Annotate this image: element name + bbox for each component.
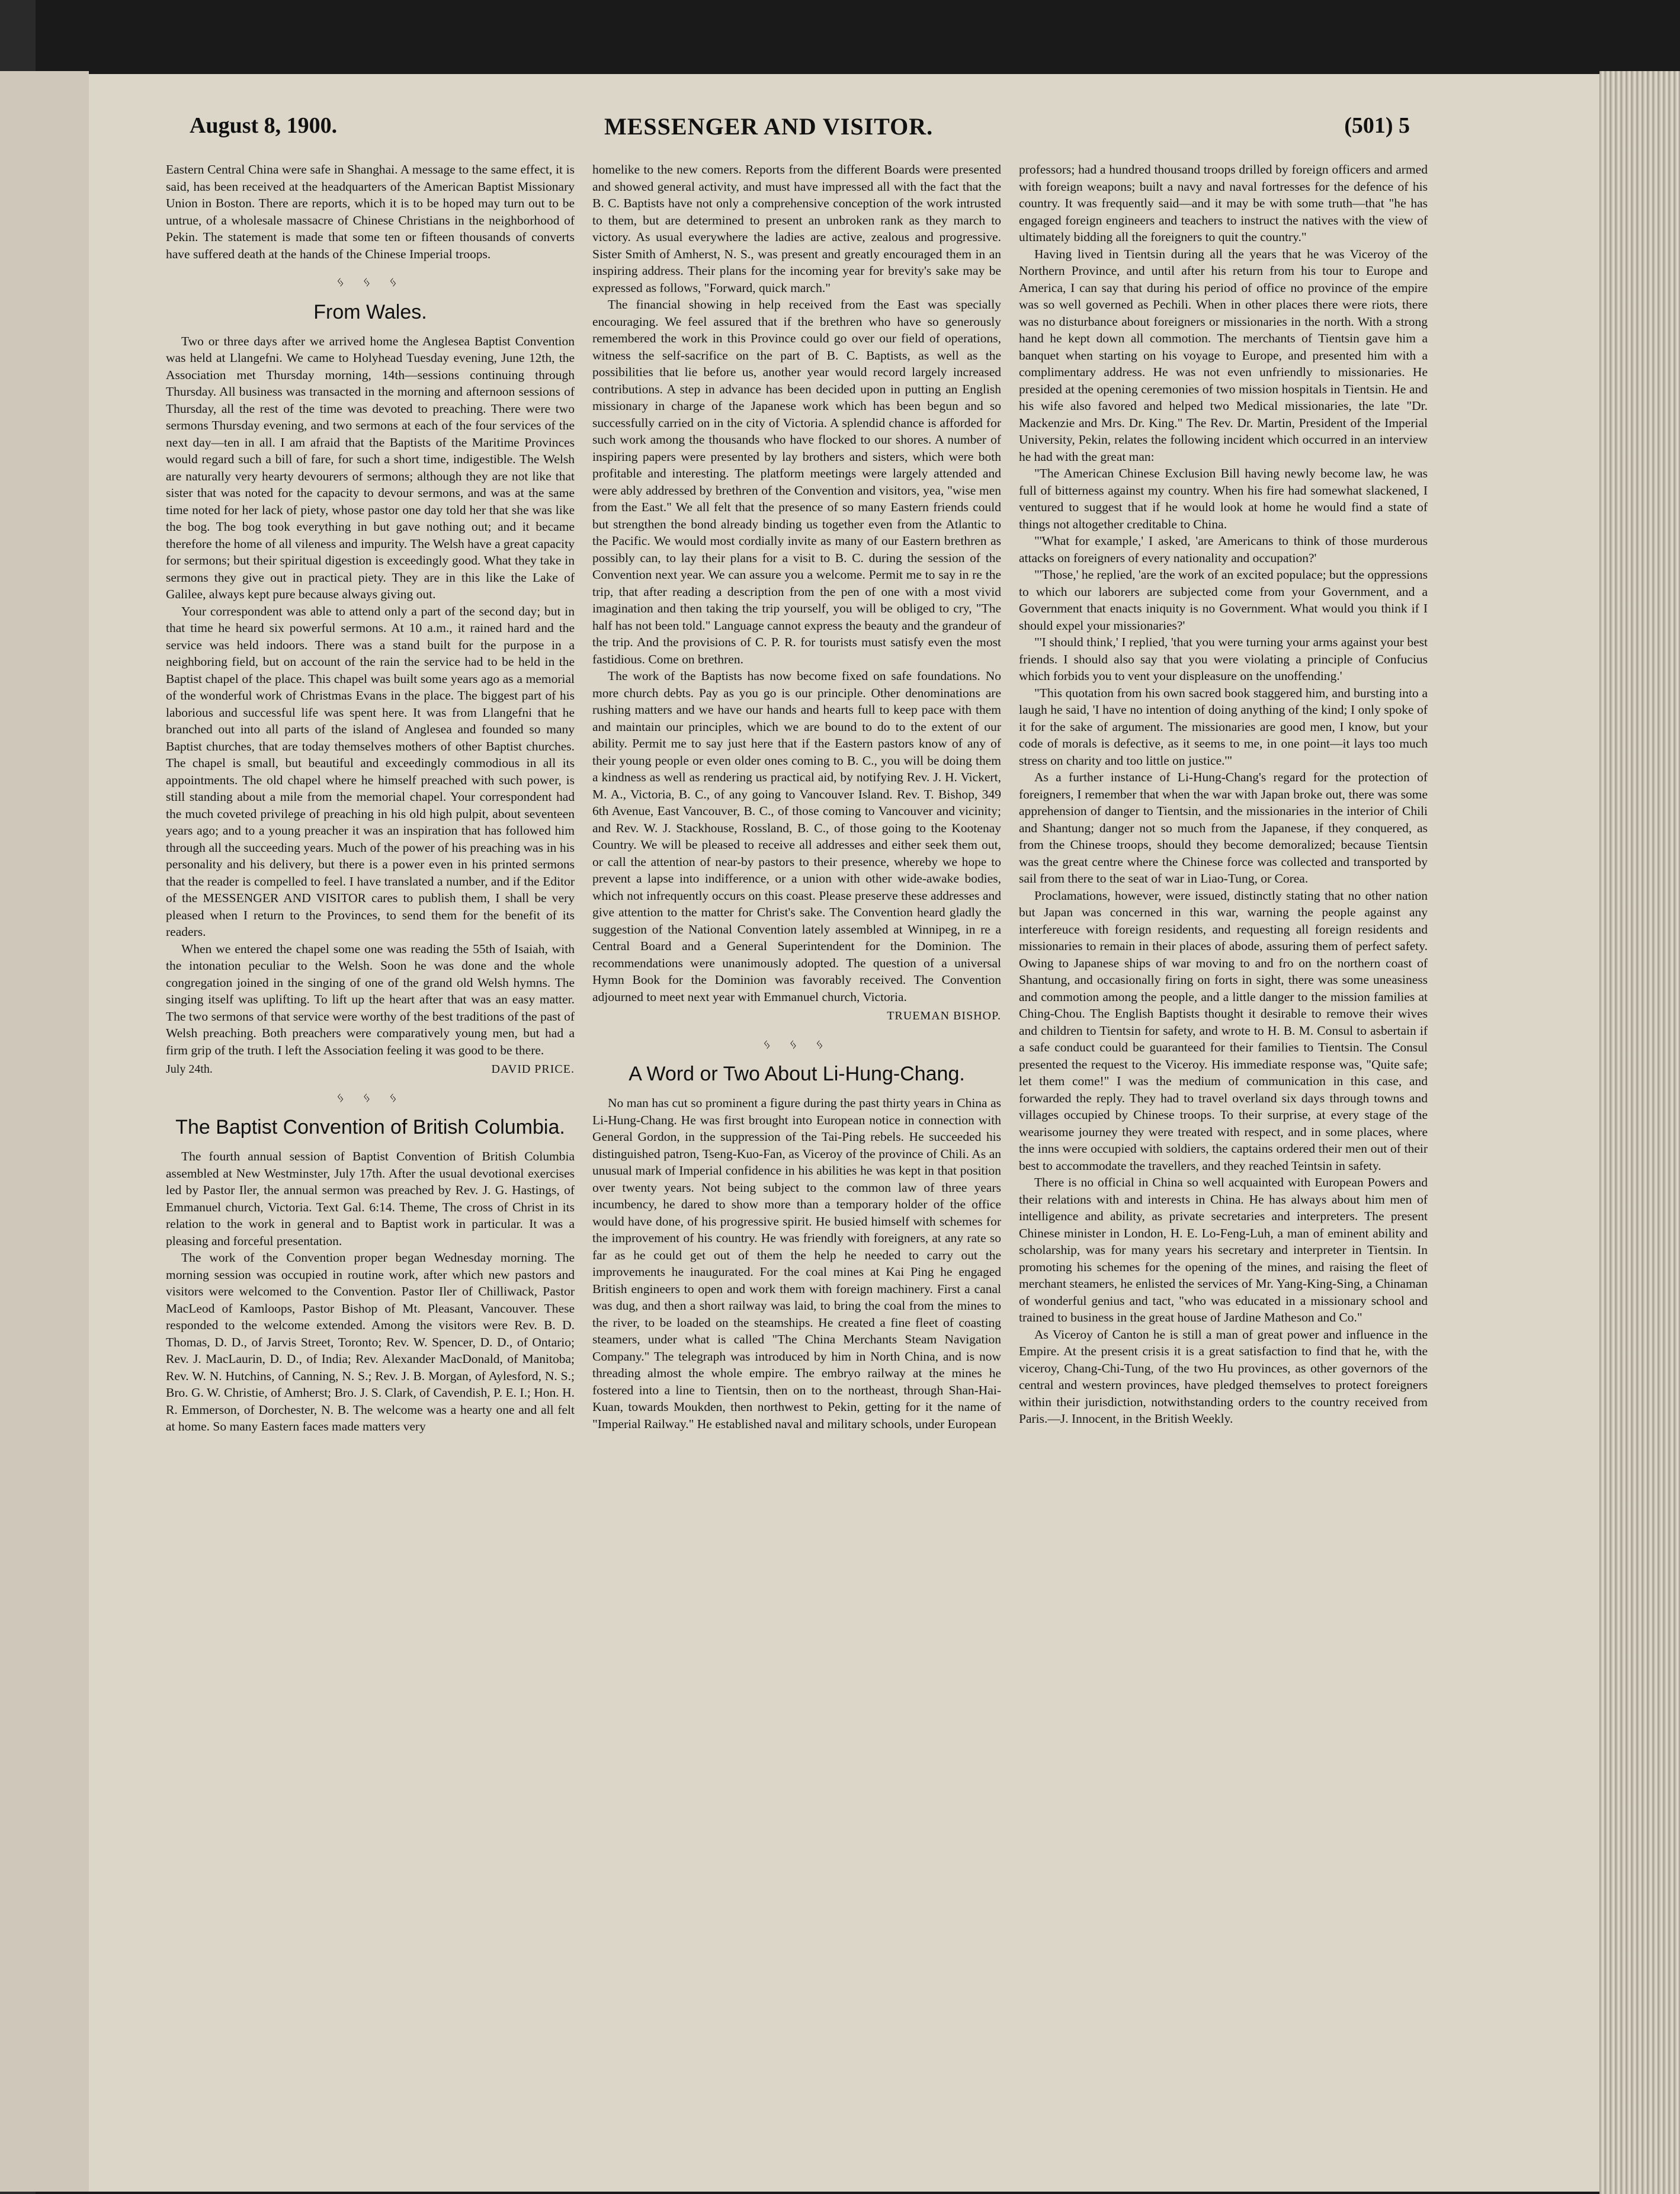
article-continuation: Eastern Central China were safe in Shanghai. A message to the same effect, it is said, has been received at the headquarters of the American Baptist Missionary Union in Boston. There are reports, which it is to be hoped may turn out to be untrue, of a wholesale massacre of Chinese Christians in the neighborhood of Pekin. The statement is made that some ten or fifteen thousands of converts have suffered death at the hands of the Chinese Imperial troops. bbox=[166, 162, 575, 261]
paragraph: "This quotation from his own sacred book staggered him, and bursting into a laugh he said, 'I have no intention of doing anything of the kind; I only spoke of it for the sake of argument. The missionaries are good men, I know, but your code of morals is defective, as it seems to me, in one point—it lays too much stress on charity and too little on justice.'" bbox=[1019, 685, 1428, 768]
paragraph: professors; had a hundred thousand troops drilled by foreign officers and armed with foreign weapons; built a navy and naval fortresses for the defence of his country. It was frequently said—and it may be with some truth—that "he has engaged foreign engineers and teachers to instruct the natives with the view of ultimately bidding all the foreigners to quit the country." bbox=[1019, 162, 1428, 244]
section-separator: ᛃ ᛃ ᛃ bbox=[336, 1090, 405, 1106]
facing-page-edge bbox=[0, 71, 89, 2192]
column-2 bbox=[592, 161, 1001, 2134]
section-separator: ᛃ ᛃ ᛃ bbox=[762, 1037, 831, 1053]
author-signature: TRUEMAN BISHOP. bbox=[887, 1009, 1001, 1022]
paragraph: The work of the Baptists has now become fixed on safe foundations. No more church debts. Pay as you go is our principle. Other denominations are rushing matters and we have our hands and hearts full to keep pace with them and maintain our principles, which we are bound to do to the extent of our ability. Permit me to say just here that if the Eastern pastors know of any of their young people or even older ones coming to B. C., you will be doing them a kindness as well as rendering us practical aid, by notifying Rev. J. H. Vickert, M. A., Victoria, B. C., of any going to Vancouver Island. Rev. T. Bishop, 349 6th Avenue, East Vancouver, B. C., of those coming to Vancouver and vicinity; and Rev. W. J. Stackhouse, Rossland, B. C., of those going to the Kootenay Country. We will be pleased to receive all addresses and either seek them out, or call the attention of near-by pastors to their presence, whereby we hope to prevent a lapse into indifference, or a union with other wide-awake bodies, which not infrequently occurs on this coast. Please preserve these addresses and give attention to the matter for Christ's sake. The Convention heard gladly the suggestion of the National Convention lately assembled at Winnipeg, in re a Central Board and a General Superintendent for the Dominion. The recommendations were unanimously adopted. The question of a universal Hymn Book for the Dominion was favorably received. The Convention adjourned to meet next year with Emmanuel church, Victoria. bbox=[592, 669, 1001, 1004]
paragraph: Having lived in Tientsin during all the years that he was Viceroy of the Northern Province, and until after his return from his tour to Europe and America, I can say that during his period of office no province of the empire was so well governed as Pechili. When in other places there were riots, there was no disturbance about foreigners or missionaries in the north. With a strong hand he kept down all commotion. The merchants of Tientsin gave him a banquet when starting on his voyage to Europe, and presented him with a complimentary address. He was not even unfriendly to missionaries. He presided at the opening ceremonies of two mission hospitals in Tientsin. He and his wife also favored and helped two Medical missionaries, the late "Dr. Mackenzie and Mrs. Dr. King." The Rev. Dr. Martin, President of the Imperial University, Pekin, relates the following incident which occurred in an interview he had with the great man: bbox=[1019, 246, 1428, 464]
paragraph: No man has cut so prominent a figure during the past thirty years in China as Li-Hung-Chang. He was first brought into European notice in connection with General Gordon, in the suppression of the Tai-Ping rebels. He succeeded his distinguished patron, Tseng-Kuo-Fan, as Viceroy of the province of Chili. As an unusual mark of Imperial confidence in his abilities he was kept in that position over twenty years. Not being subject to the common law of three years incumbency, he dared to show more than a temporary holder of the office would have done, of his progressive spirit. He busied himself with schemes for the improvement of his country. He was friendly with foreigners, at any rate so far as he could get out of them the help he needed to carry out the improvements he inaugurated. For the coal mines at Kai Ping he engaged British engineers to open and work them with foreign machinery. First a canal was dug, and then a short railway was laid, to bring the coal from the mines to the river, to be loaded on the steamships. He created a fine fleet of coasting steamers, under what is called "The China Merchants Steam Navigation Company." The telegraph was introduced by him in North China, and is now threading almost the whole empire. The embryo railway at the mines he fostered into a line to Tientsin, then on to the northeast, through Shan-Hai-Kuan, towards Moukden, then northwest to Pekin, getting for it the name of "Imperial Railway." He established naval and military schools, under European bbox=[592, 1096, 1001, 1431]
column-1 bbox=[166, 161, 575, 2134]
paragraph: Two or three days after we arrived home the Anglesea Baptist Convention was held at Llangefni. We came to Holyhead Tuesday evening, June 12th, the Association met Thursday morning, 14th—sessions continuing through Thursday. All business was transacted in the morning and afternoon sessions of Thursday, all the rest of the time was devoted to preaching. There were two sermons Thursday evening, and two sermons at each of the four services of the next day—ten in all. I am afraid that the Baptists of the Maritime Provinces would regard such a bill of fare, for such a short time, indigestible. The Welsh are naturally very hearty devourers of sermons; although they are not like that sister that was noted for the capacity to devour sermons, and was at the same time noted for her lack of piety, whose pastor one day told her that she was like the bog. The bog took everything in but gave nothing out; and it became therefore the home of all vileness and impurity. The Welsh have a great capacity for sermons; but their spiritual digestion is exceedingly good. What they take in sermons they give out in practical piety. They are in this like the Lake of Galilee, always kept pure because always giving out. bbox=[166, 333, 575, 601]
paragraph: "'I should think,' I replied, 'that you were turning your arms against your best friends. I should also say that you were violating a principle of Confucius which forbids you to vent your displeasure on the unoffending.' bbox=[1019, 635, 1428, 683]
paragraph: "The American Chinese Exclusion Bill having newly become law, he was full of bitterness against my country. When his fire had somewhat slackened, I ventured to suggest that if he would look at home he would find a state of things not altogether creditable to China. bbox=[1019, 466, 1428, 531]
paragraph: homelike to the new comers. Reports from the different Boards were presented and showed general activity, and must have impressed all with the fact that the B. C. Baptists have not only a comprehensive conception of the work intrusted to them, but are determined to present an unbroken rank as they march to victory. As usual everywhere the ladies are active, zealous and progressive. Sister Smith of Amherst, N. S., was present and greatly encouraged them in an inspiring address. Their plans for the incoming year for brevity's sake may be expressed as follows, "Forward, quick march." bbox=[592, 162, 1001, 295]
paragraph: When we entered the chapel some one was reading the 55th of Isaiah, with the intonation peculiar to the Welsh. Soon he was done and the whole congregation joined in the singing of one of the grand old Welsh hymns. The singing itself was uplifting. To lift up the heart after that was an easy matter. The two sermons of that service were worthy of the best traditions of the past of Welsh preaching. Both preachers were comparatively young men, but had a firm grip of the truth. I left the Association feeling it was good to be there. bbox=[166, 941, 575, 1057]
page-number: (501) 5 bbox=[1344, 113, 1410, 138]
letter-date: July 24th. bbox=[166, 1063, 213, 1076]
column-3 bbox=[1019, 161, 1428, 2134]
paragraph: As a further instance of Li-Hung-Chang's regard for the protection of foreigners, I remember that when the war with Japan broke out, there was some apprehension of danger to Tientsin, and the missionaries in the interior of Chili and Shantung; danger not so much from the Japanese, if they conquered, as from the Chinese troops, should they become demoralized; because Tientsin was the great centre where the Chinese force was collected and transported by sail from there to the seat of war in Liao-Tung, or Corea. bbox=[1019, 770, 1428, 886]
page-header bbox=[190, 113, 1410, 154]
paragraph: "'Those,' he replied, 'are the work of an excited populace; but the oppressions to which our laborers are subjected come from your Government, and a Government that enacts iniquity is no Government. What would you think if I should expel your missionaries?' bbox=[1019, 567, 1428, 633]
paragraph: The fourth annual session of Baptist Convention of British Columbia assembled at New Westminster, July 17th. After the usual devotional exercises led by Pastor Iler, the annual sermon was preached by Rev. J. G. Hastings, of Emmanuel church, Victoria. Text Gal. 6:14. Theme, The cross of Christ in its relation to the work in general and to Baptist work in particular. It was a pleasing and forceful presentation. bbox=[166, 1149, 575, 1248]
paragraph: There is no official in China so well acquainted with European Powers and their relations with and interests in China. He has always about him men of intelligence and ability, as private secretaries and interpreters. The present Chinese minister in London, H. E. Lo-Feng-Luh, a man of eminent ability and scholarship, was for many years his secretary and interpreter in Tientsin. In promoting his schemes for the opening of the mines, and raising the fleet of merchant steamers, he enlisted the services of Mr. Yang-King-Sing, a Chinaman of wonderful genius and tact, "who was educated in a missionary school and trained to business in the great house of Jardine Matheson and Co." bbox=[1019, 1175, 1428, 1324]
paragraph: The work of the Convention proper began Wednesday morning. The morning session was occupied in routine work, after which new pastors and visitors were welcomed to the Convention. Pastor Iler of Chilliwack, Pastor MacLeod of Kamloops, Pastor Bishop of Mt. Pleasant, Vancouver. These responded to the welcome extended. Among the visitors were Rev. B. D. Thomas, D. D., of Jarvis Street, Toronto; Rev. W. Spencer, D. D., of Ontario; Rev. J. MacLaurin, D. D., of India; Rev. Alexander MacDonald, of Manitoba; Rev. W. N. Hutchins, of Canning, N. S.; Rev. J. B. Morgan, of Aylesford, N. S.; Bro. G. W. Christie, of Amherst; Bro. J. S. Clark, of Cavendish, P. E. I.; Hon. H. R. Emmerson, of Dorchester, N. B. The welcome was a hearty one and all felt at home. So many Eastern faces made matters very bbox=[166, 1250, 575, 1433]
article-title-from-wales: From Wales. bbox=[313, 300, 427, 323]
header-date: August 8, 1900. bbox=[190, 113, 338, 138]
section-separator: ᛃ ᛃ ᛃ bbox=[336, 275, 405, 290]
paragraph: "'What for example,' I asked, 'are Americans to think of those murderous attacks on foreigners of every nationality and occupation?' bbox=[1019, 534, 1428, 565]
masthead: MESSENGER AND VISITOR. bbox=[604, 113, 934, 140]
page-stack-edge bbox=[1599, 71, 1680, 2194]
article-title-li-hung-chang: A Word or Two About Li-Hung-Chang. bbox=[629, 1063, 965, 1085]
author-signature: DAVID PRICE. bbox=[491, 1063, 575, 1076]
paragraph: The financial showing in help received from the East was specially encouraging. We feel assured that if the brethren who have so generously remembered the work in this Province could go over our field of operations, witness the self-sacrifice on the part of B. C. Baptists, as well as the possibilities that lie before us, another year would record largely increased contributions. A step in advance has been decided upon in putting an English missionary in charge of the Japanese work which has been begun and so successfully carried on in the city of Victoria. A splendid chance is afforded for such work among the thousands who have flocked to our shores. A number of inspiring papers were presented by lay brothers and sisters, which were both profitable and interesting. The platform meetings were largely attended and were ably addressed by brethren of the Convention and visitors, yea, "wise men from the East." We all felt that the presence of so many Eastern friends could but strengthen the bond already binding us together even from the Atlantic to the Pacific. We would most cordially invite as many of our Eastern brethren as possibly can, to lay their plans for a visit to B. C. during the session of the Convention next year. We can assure you a welcome. Permit me to say in re the trip, that after reading a description from the pen of one with a most vivid imagination and then taking the trip yourself, you will be obliged to cry, "The half has not been told." Language cannot express the beauty and the grandeur of the trip. And the provisions of C. P. R. for tourists must satisfy even the most fastidious. Come on brethren. bbox=[592, 297, 1001, 666]
paragraph: Your correspondent was able to attend only a part of the second day; but in that time he heard six powerful sermons. At 10 a.m., it rained hard and the service was held indoors. There was a stand built for the purpose in a neighboring field, but on account of the rain the service had to be held in the Baptist chapel of the place. This chapel was built some years ago as a memorial of the wonderful work of Christmas Evans in the place. The biggest part of his laborious and successful life was spent here. It was from Llangefni that he branched out into all parts of the island of Anglesea and founded so many Baptist churches, that are today themselves mothers of other Baptist churches. The chapel is small, but beautiful and exceedingly commodious in all its appointments. The old chapel where he himself preached with such power, is still standing about a mile from the memorial chapel. Your correspondent had the much coveted privilege of preaching in his old high pulpit, about seventeen years ago; and to a young preacher it was an inspiration that has followed him through all the succeeding years. Much of the power of his preaching was in his personality and his delivery, but there is a power even in his printed sermons that the reader is compelled to feel. I have translated a number, and if the Editor of the MESSENGER AND VISITOR cares to publish them, I shall be very pleased when I return to the Provinces, to send them for the benefit of its readers. bbox=[166, 604, 575, 939]
signature-line bbox=[166, 1061, 575, 1078]
paragraph: As Viceroy of Canton he is still a man of great power and influence in the Empire. At the present crisis it is a great satisfaction to find that he, with the viceroy, Chang-Chi-Tung, of the two Hu provinces, as other governors of the central and western provinces, have pledged themselves to protect foreigners within their jurisdiction, notwithstanding orders to the country received from Paris.—J. Innocent, in the British Weekly. bbox=[1019, 1327, 1428, 1426]
paragraph: Proclamations, however, were issued, distinctly stating that no other nation but Japan was concerned in this war, warning the people against any interfereuce with foreign residents, and requesting all foreign residents and missionaries to remain in their places of abode, assuring them of perfect safety. Owing to Japanese ships of war moving to and fro on the northern coast of Shantung, and occasionally firing on forts in sight, there was some uneasiness and commotion among the people, and a little danger to the mission families at Ching-Chou. The English Baptists thought it desirable to remove their wives and children to Tientsin for safety, and wrote to H. B. M. Consul to asbertain if a safe conduct could be guaranteed for their families to Tientsin. The Consul presented the request to the Viceroy. His immediate response was, "Quite safe; let them come!" I was the medium of communication in this case, and forwarded the reply. They had to travel overland six days through towns and villages occupied by Chinese troops. To their surprise, at every stage of the wearisome journey they were treated with respect, and in some places, where the inns were occupied with soldiers, the captains ordered their men out of their best to accommodate the travellers, and they reached Teintsin in safety. bbox=[1019, 888, 1428, 1173]
article-title-bc-convention: The Baptist Convention of British Columbia. bbox=[175, 1116, 565, 1138]
signature-line bbox=[592, 1008, 1001, 1025]
